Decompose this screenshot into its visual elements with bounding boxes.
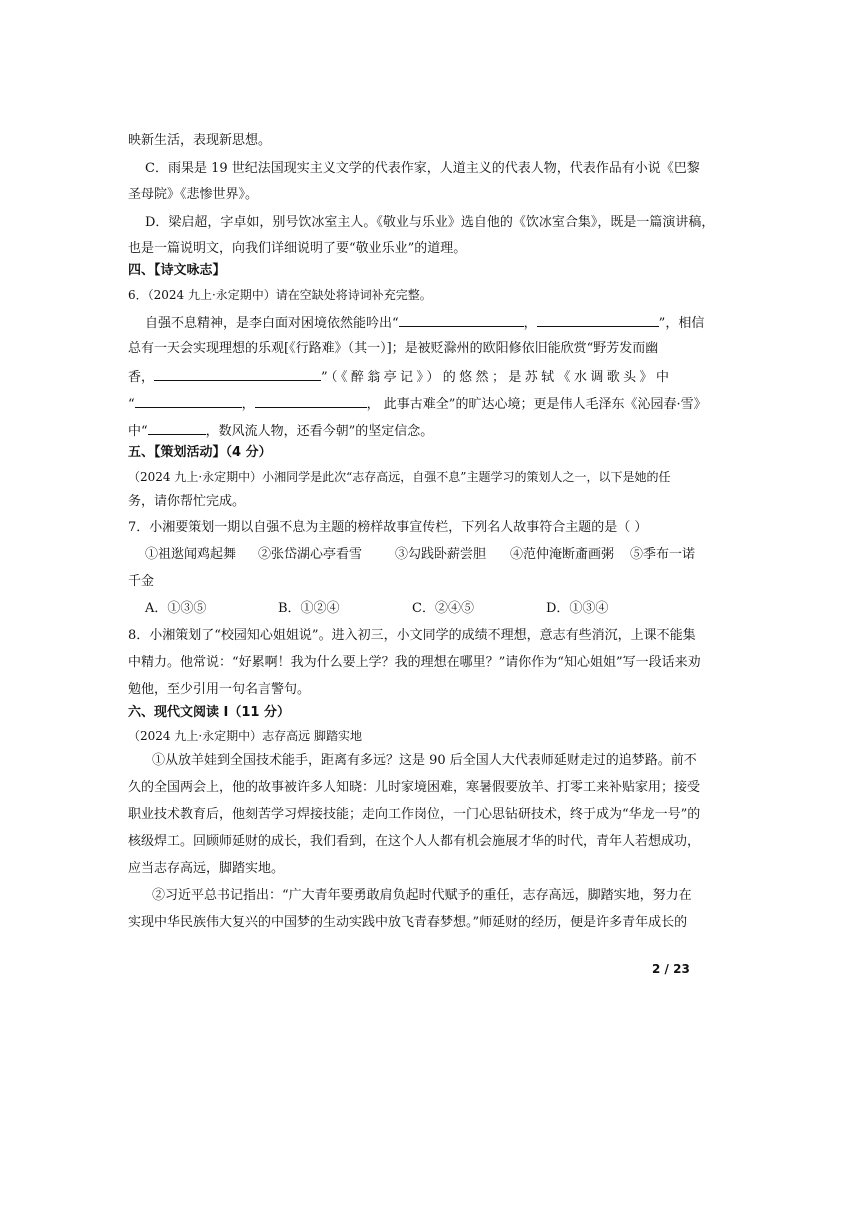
option-d-line1: D．梁启超，字卓如，别号饮冰室主人。《敬业与乐业》选自他的《饮冰室合集》，既是一篇演讲稿， (145, 215, 715, 230)
q7-item: ⑤季布一诺 (630, 547, 696, 562)
answer-blank[interactable] (154, 367, 321, 381)
text-segment: ， 此事古难全”的旷达心境；更是伟人毛泽东《沁园春·雪》 (366, 397, 707, 412)
passage-para2-line: ②习近平总书记指出：“广大青年要勇敢肩负起时代赋予的重任，志存高远，脚踏实地，努力在 (152, 888, 692, 903)
q7-item: ③勾践卧薪尝胆 (395, 547, 487, 562)
question-7-stem: 7．小湘要策划一期以自强不息为主题的榜样故事宣传栏，下列名人故事符合主题的是（ ） (128, 520, 648, 535)
section-intro-line2: 务，请你帮忙完成。 (128, 494, 246, 509)
question-6-stem: 6．（2024 九上·永定期中）请在空缺处将诗词补充完整。 (128, 288, 432, 302)
text-line: 映新生活，表现新思想。 (128, 133, 272, 148)
option-c-line1: C．雨果是 19 世纪法国现实主义文学的代表作家，人道主义的代表人物，代表作品有小说《巴黎 (145, 161, 700, 176)
answer-blank[interactable] (135, 394, 242, 408)
q7-option-b[interactable]: B．①②④ (278, 601, 340, 616)
section-heading: 五、【策划活动】（4 分） (128, 445, 272, 460)
section-heading: 六、现代文阅读 I（11 分） (128, 705, 290, 720)
text-segment: ”，相信 (658, 316, 705, 331)
passage-para2-line: 实现中华民族伟大复兴的中国梦的生动实践中放飞青春梦想。”师延财的经历，便是许多青年成长的 (128, 915, 688, 930)
passage-para1-line: 核级焊工。回顾师延财的成长，我们看到，在这个人人都有机会施展才华的时代，青年人若想成功， (128, 834, 701, 849)
question-8-line2: 中精力。他常说：“好累啊！我为什么要上学？我的理想在哪里？”请你作为“知心姐姐”写一段话来劝 (128, 655, 701, 670)
option-c-line2: 圣母院》《悲惨世界》。 (128, 187, 259, 202)
option-d-line2: 也是一篇说明文，向我们详细说明了要“敬业乐业”的道理。 (128, 241, 467, 256)
answer-blank[interactable] (148, 421, 206, 435)
text-segment: ，数风流人物，还看今朝”的坚定信念。 (205, 424, 434, 439)
question-8-line3: 勉他，至少引用一句名言警句。 (128, 682, 311, 697)
text-segment: 自强不息精神，是李白面对困境依然能吟出“ (145, 316, 399, 331)
q7-item: ①祖逖闻鸡起舞 (145, 547, 237, 562)
answer-blank[interactable] (537, 313, 659, 327)
passage-para1-line: 久的全国两会上，他的故事被许多人知晓：儿时家境困难，寒暑假要放羊、打零工来补贴家用；接受 (128, 780, 701, 795)
text-segment: “ (128, 397, 135, 412)
poem-fill-line4 (128, 394, 707, 414)
q7-item: ②张岱湖心亭看雪 (258, 547, 363, 562)
q7-option-d[interactable]: D．①③④ (546, 601, 609, 616)
section-intro-line1: （2024 九上·永定期中）小湘同学是此次“志存高远，自强不息”主题学习的策划人之一，以下是她的任 (128, 470, 671, 484)
passage-para1-line: 应当志存高远，脚踏实地。 (128, 861, 285, 876)
passage-source-title: （2024 九上·永定期中）志存高远 脚踏实地 (128, 729, 362, 743)
text-segment: ， (241, 397, 255, 412)
q7-item: ④范仲淹断齑画粥 (510, 547, 615, 562)
q7-option-a[interactable]: A．①③⑤ (145, 601, 207, 616)
page-number: 2 / 23 (652, 962, 690, 976)
passage-para1-line: ①从放羊娃到全国技术能手，距离有多远？这是 90 后全国人大代表师延财走过的追梦路。前不 (152, 753, 697, 768)
answer-blank[interactable] (399, 313, 524, 327)
poem-fill-line1 (145, 313, 704, 333)
text-segment: 中“ (128, 424, 148, 439)
passage-para1-line: 职业技术教育后，他刻苦学习焊接技能；走向工作岗位，一门心思钻研技术，终于成为“华龙一号”的 (128, 807, 701, 822)
section-heading: 四、【诗文咏志】 (128, 263, 226, 278)
question-8-line1: 8．小湘策划了“校园知心姐姐说”。进入初三，小文同学的成绩不理想，意志有些消沉，上课不能集 (128, 628, 696, 643)
q7-option-c[interactable]: C．②④⑤ (412, 601, 474, 616)
poem-fill-line3 (128, 367, 672, 387)
text-segment: ”（《醉翁亭记》）的悠然；是苏轼《水调歌头》中 (321, 370, 673, 385)
q7-item-continuation: 千金 (128, 574, 155, 589)
answer-blank[interactable] (255, 394, 367, 408)
poem-fill-line2: 总有一天会实现理想的乐观[《行路难》（其一）]；是被贬滁州的欧阳修依旧能欣赏“野芳发而幽 (128, 341, 659, 356)
text-segment: 香， (128, 370, 155, 385)
poem-fill-line5 (128, 421, 433, 441)
text-segment: ， (523, 316, 537, 331)
